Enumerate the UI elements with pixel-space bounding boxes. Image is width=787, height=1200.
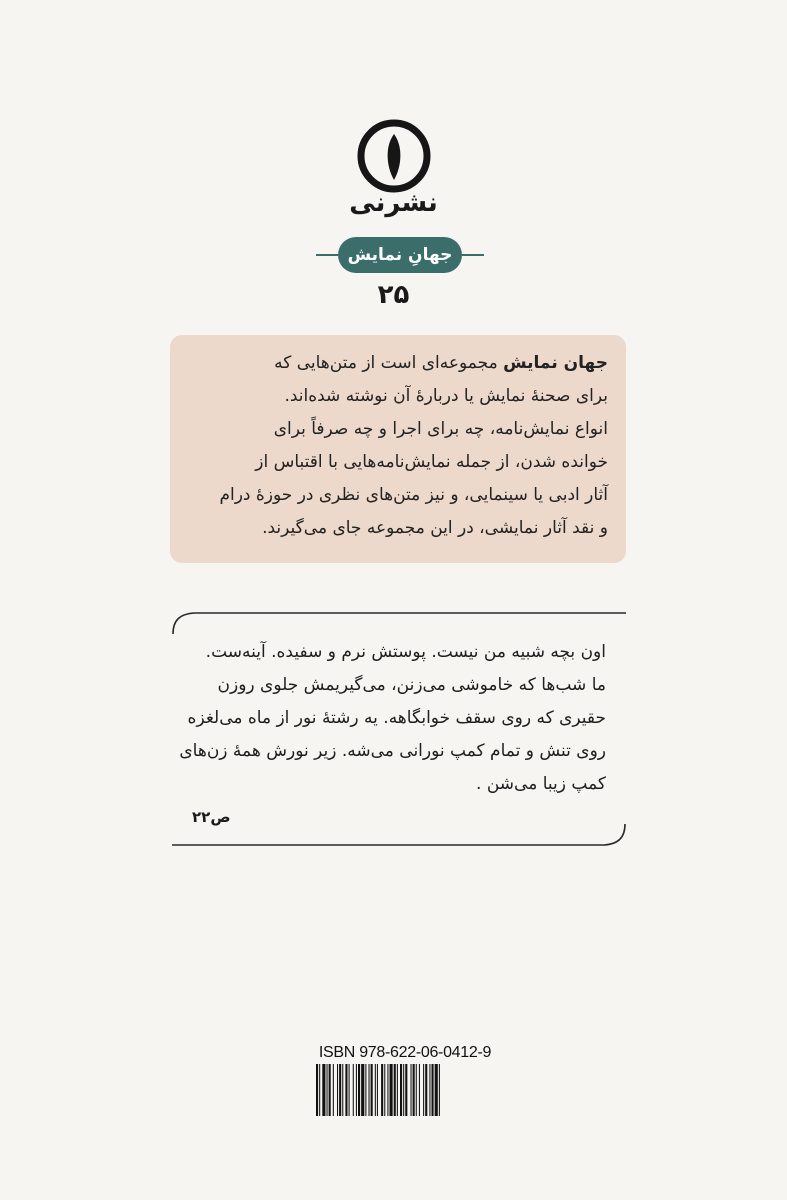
description-line: خوانده شدن، از جمله نمایش‌نامه‌هایی با اقتباس از: [255, 452, 608, 472]
series-divider-right: [462, 254, 484, 256]
quote-line: اون بچه شبیه من نیست. پوستش نرم و سفیده. آینه‌ست.: [205, 642, 606, 662]
description-line: انواع نمایش‌نامه، چه برای اجرا و چه صرفاً برای: [273, 419, 608, 439]
series-description-box: [170, 335, 626, 563]
description-line: برای صحنهٔ نمایش یا دربارهٔ آن نوشته شده‌اند.: [284, 386, 608, 406]
series-divider-left: [316, 254, 338, 256]
quote-line: ما شب‌ها که خاموشی می‌زنن، می‌گیریمش جلوی روزن: [217, 675, 606, 695]
publisher-logo-icon: [356, 118, 432, 194]
description-lead-rest: مجموعه‌ای است از متن‌هایی که: [274, 353, 504, 373]
series-badge: جهانِ نمایش: [338, 237, 462, 273]
quote-line: حقیری که روی سقف خوابگاهه. یه رشتهٔ نور از ماه می‌لغزه: [187, 708, 606, 728]
series-number: ۲۵: [377, 280, 410, 310]
quote-box: [172, 612, 626, 846]
series-banner: [0, 237, 787, 273]
description-line: آثار ادبی یا سینمایی، و نیز متن‌های نظری در حوزهٔ درام: [219, 485, 608, 505]
publisher-name: نشرنی: [349, 188, 438, 218]
description-lead-bold: جهان نمایش: [503, 353, 608, 373]
quote-line: روی تنش و تمام کمپ نورانی می‌شه. زیر نورش همهٔ زن‌های: [179, 741, 606, 761]
quote-text: [179, 636, 606, 801]
quote-line: کمپ زیبا می‌شن .: [476, 774, 606, 794]
description-line: [188, 347, 608, 380]
description-line: و نقد آثار نمایشی، در این مجموعه جای می‌گیرند.: [262, 518, 608, 538]
quote-page-reference: ص۲۲: [192, 808, 231, 826]
barcode-icon: [315, 1064, 495, 1116]
isbn-number: ISBN 978-622-06-0412-9: [318, 1044, 492, 1061]
